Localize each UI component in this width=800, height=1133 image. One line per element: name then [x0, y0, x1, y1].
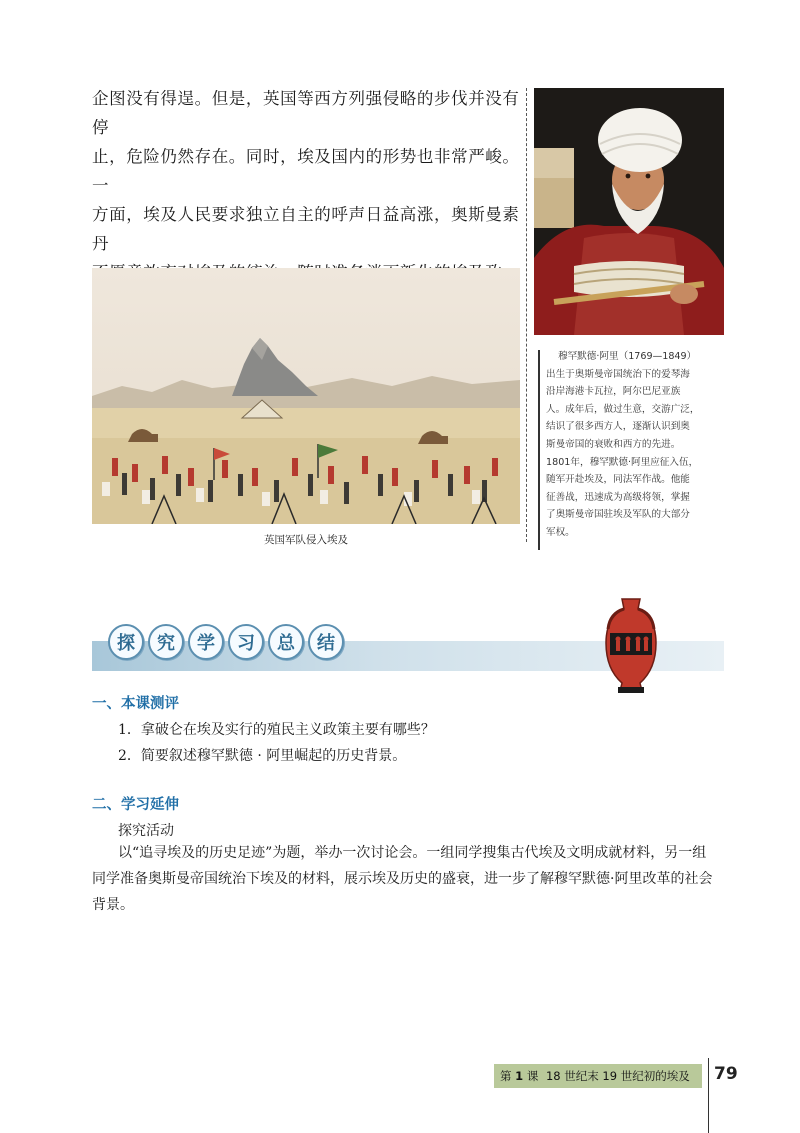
- muhammad-ali-portrait: [534, 88, 724, 335]
- lesson-title: 18 世纪末 19 世纪初的埃及: [545, 1069, 690, 1083]
- activity-line: 背景。: [92, 897, 134, 913]
- part1-heading: 一、本课测评: [92, 696, 179, 712]
- lesson-suffix: 课: [526, 1069, 539, 1083]
- caption-line: 沿岸海港卡瓦拉，阿尔巴尼亚族: [546, 386, 681, 398]
- caption-line: 了奥斯曼帝国驻埃及军队的大部分: [546, 509, 690, 521]
- activity-description: [92, 840, 732, 918]
- part2-heading: 二、学习延伸: [92, 797, 179, 813]
- activity-line: 同学准备奥斯曼帝国统治下埃及的材料，展示埃及历史的盛衰，进一步了解穆罕默德·阿里改革的社会: [92, 871, 713, 887]
- british-army-illustration: [92, 268, 520, 524]
- page-number: 79: [714, 1064, 738, 1084]
- lesson-prefix: 第: [500, 1069, 512, 1083]
- footer-rule: [708, 1058, 709, 1133]
- activity-line: 以“追寻埃及的历史足迹”为题，举办一次讨论会。一组同学搜集古代埃及文明成就材料，另一组: [118, 845, 707, 861]
- paragraph-line: 方面，埃及人民要求独立自主的呼声日益高涨，奥斯曼素丹: [92, 205, 520, 253]
- section-title-char: 结: [308, 624, 344, 660]
- caption-line: 斯曼帝国的衰败和西方的先进。: [546, 438, 681, 450]
- paragraph-line: 企图没有得逞。但是，英国等西方列强侵略的步伐并没有停: [92, 89, 520, 137]
- caption-line: 征善战，迅速成为高级将领，掌握: [546, 491, 690, 503]
- caption-line: 随军开赴埃及，同法军作战。他能: [546, 474, 690, 486]
- caption-line: 穆罕默德·阿里（1769—1849）: [558, 351, 697, 362]
- section-title-char: 习: [228, 624, 264, 660]
- section-title-char: 学: [188, 624, 224, 660]
- caption-rule: [538, 350, 540, 550]
- caption-line: 军权。: [546, 526, 575, 538]
- section-title: [108, 624, 344, 660]
- amphora-vase-icon: [596, 595, 666, 695]
- lesson-number: 1: [515, 1069, 524, 1083]
- question-item: 2．简要叙述穆罕默德 · 阿里崛起的历史背景。: [118, 748, 407, 764]
- paragraph-line: 止，危险仍然存在。同时，埃及国内的形势也非常严峻。一: [92, 147, 520, 195]
- caption-line: 人。成年后，做过生意，交游广泛，: [546, 403, 700, 415]
- section-title-char: 总: [268, 624, 304, 660]
- figure-caption: 英国军队侵入埃及: [264, 534, 348, 546]
- activity-title: 探究活动: [118, 823, 174, 839]
- caption-line: 1801年，穆罕默德·阿里应征入伍，: [546, 456, 699, 468]
- section-title-char: 探: [108, 624, 144, 660]
- portrait-caption: [546, 348, 728, 542]
- question-item: 1．拿破仑在埃及实行的殖民主义政策主要有哪些？: [118, 722, 435, 738]
- section-title-char: 究: [148, 624, 184, 660]
- footer-lesson-title: [500, 1068, 690, 1084]
- caption-line: 出生于奥斯曼帝国统治下的爱琴海: [546, 368, 690, 380]
- column-divider: [526, 88, 527, 542]
- caption-line: 结识了很多西方人，逐渐认识到奥: [546, 421, 690, 433]
